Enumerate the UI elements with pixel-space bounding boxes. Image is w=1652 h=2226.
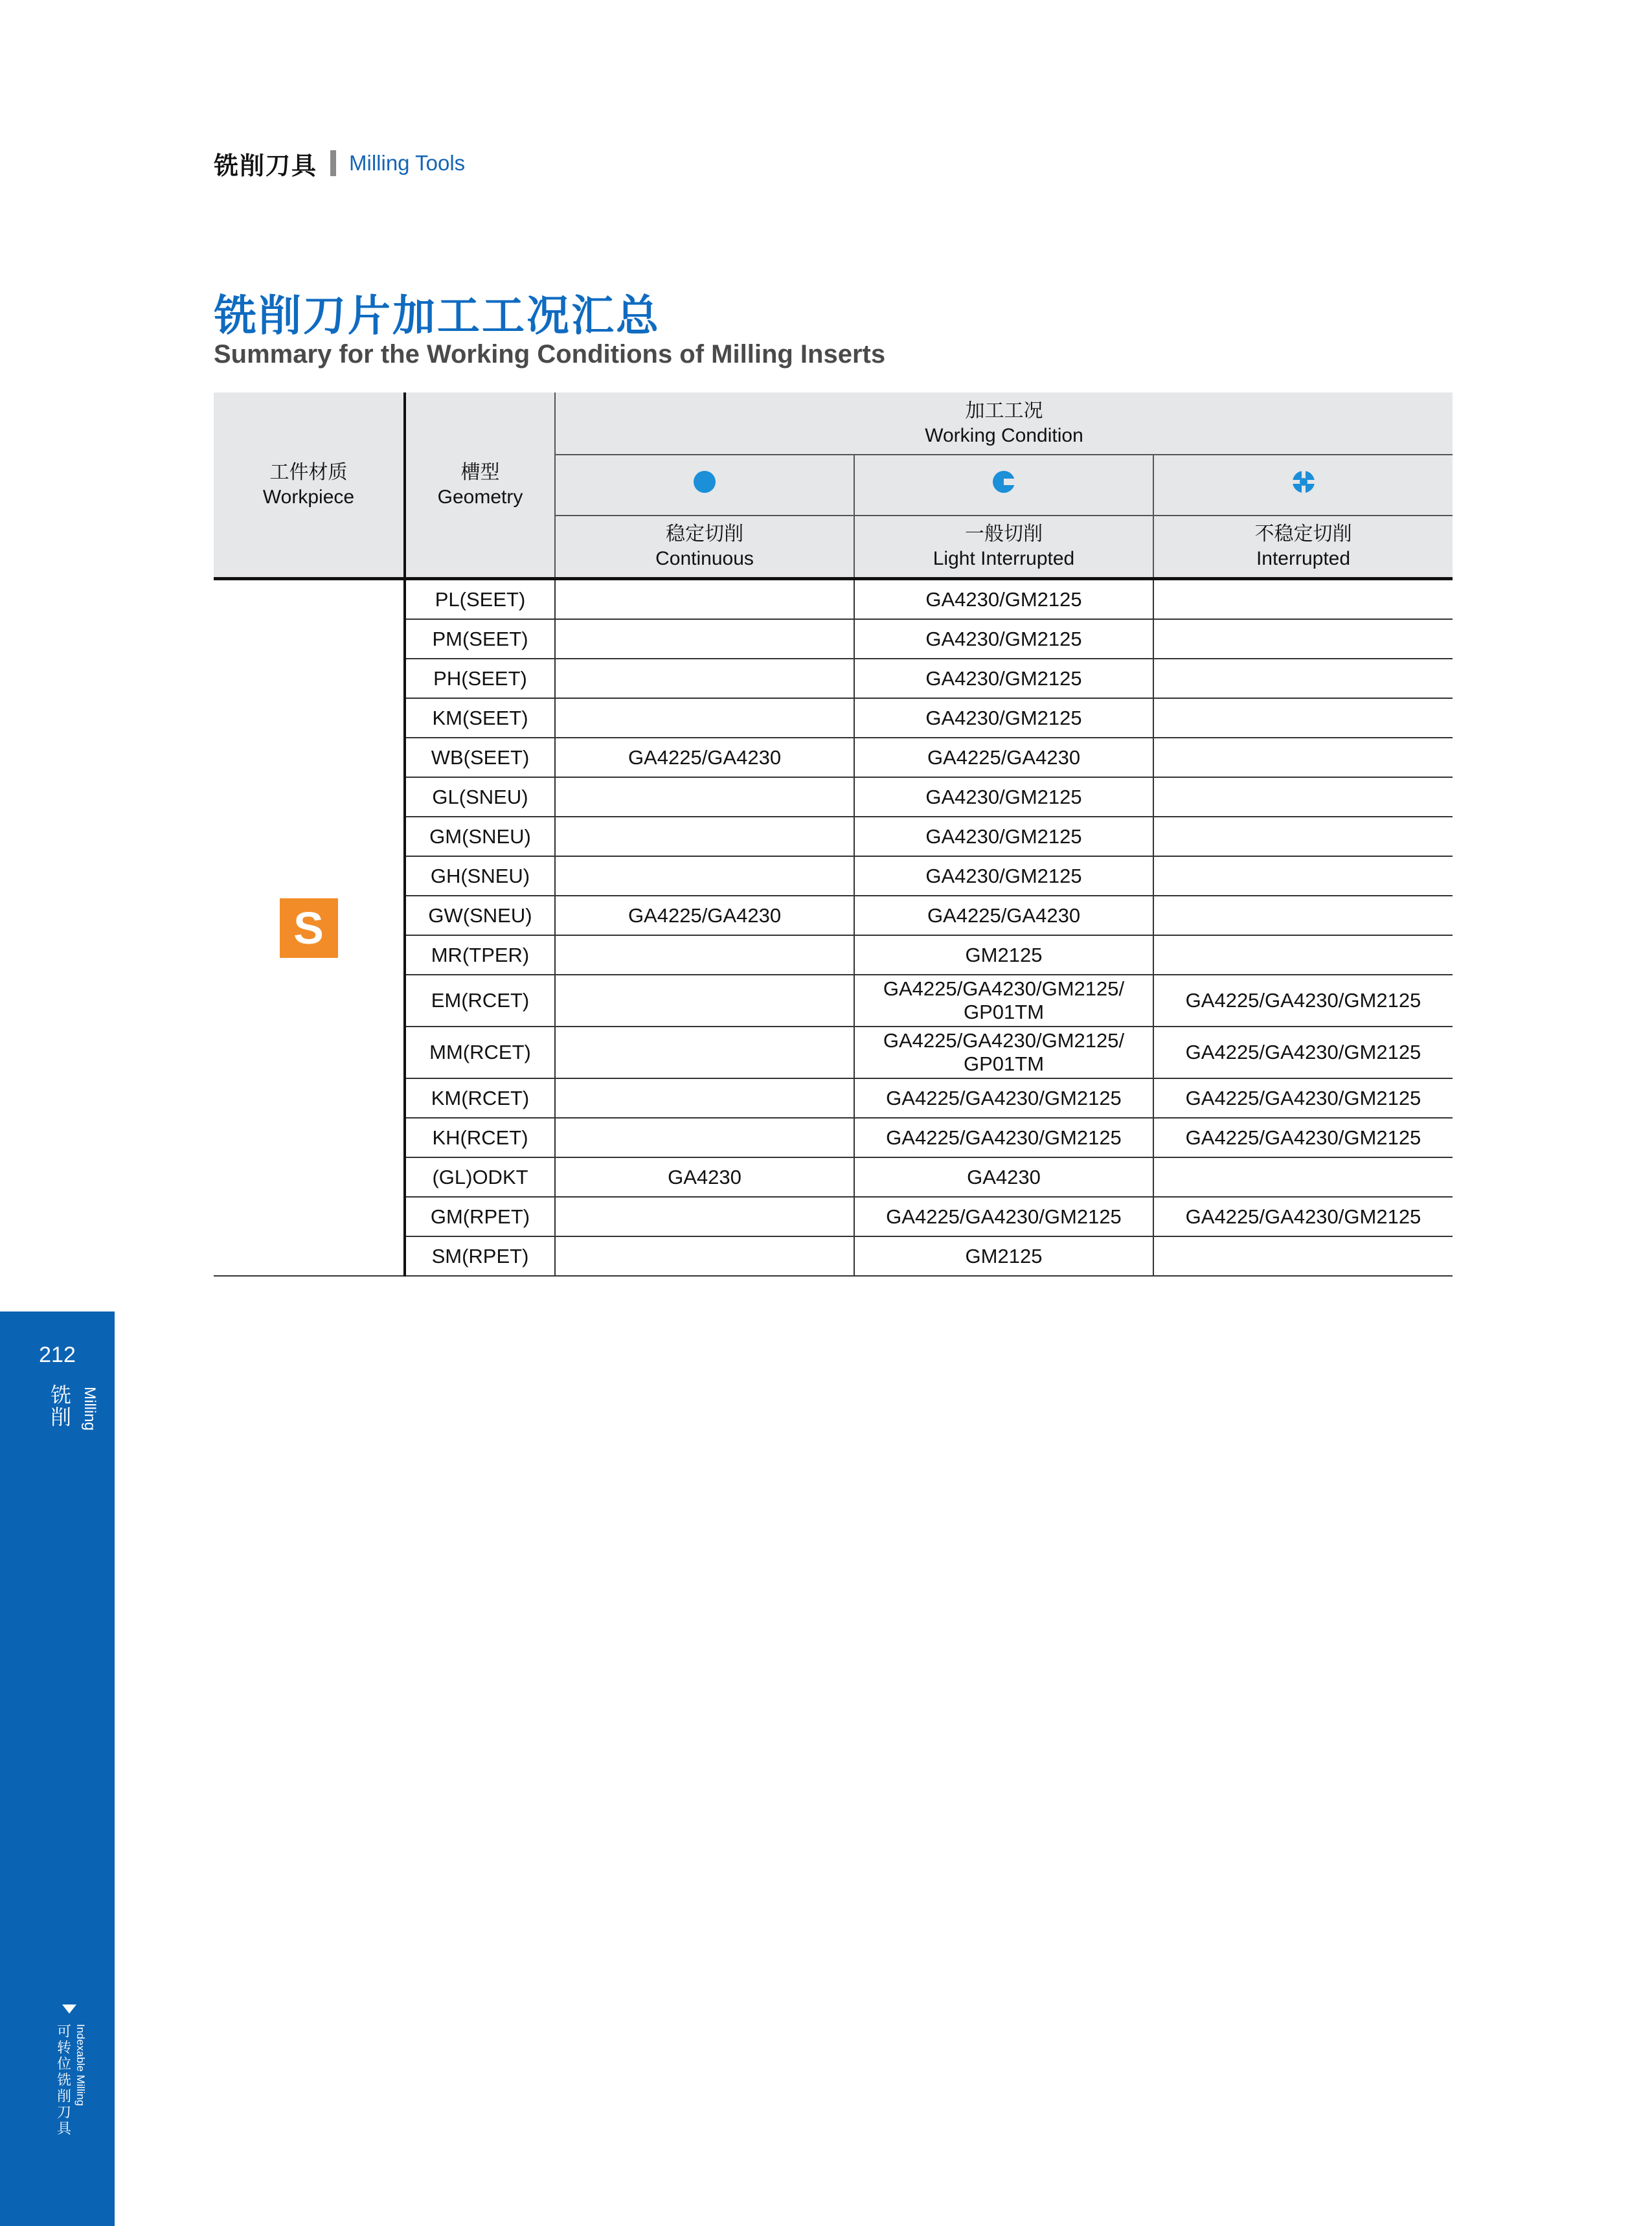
continuous-cell: [555, 975, 854, 1027]
table-row: [214, 579, 1453, 620]
light-interrupted-cell: [854, 975, 1153, 1027]
geometry-cell: GM(RPET): [405, 1197, 555, 1236]
chapter-label-en: Indexable Milling: [74, 2024, 87, 2106]
interrupted-cell: [1153, 1236, 1453, 1276]
light-interrupted-cell: GA4230/GM2125: [854, 619, 1153, 659]
notched-circle-icon: [991, 469, 1017, 495]
interrupted-cell: GA4225/GA4230/GM2125: [1153, 1027, 1453, 1078]
header-interrupted: [1153, 516, 1453, 579]
interrupted-cell: [1153, 817, 1453, 856]
interrupted-cell: [1153, 896, 1453, 935]
geometry-cell: PH(SEET): [405, 659, 555, 698]
header-light-interrupted: [854, 516, 1153, 579]
light-interrupted-cell: GA4230/GM2125: [854, 659, 1153, 698]
geometry-cell: EM(RCET): [405, 975, 555, 1027]
interrupted-cell: [1153, 698, 1453, 738]
light-interrupted-cell: GA4225/GA4230/GM2125: [854, 1118, 1153, 1157]
header-workpiece: [214, 392, 405, 579]
header-icon-cell-interrupted: [1153, 455, 1453, 516]
geometry-cell: GH(SNEU): [405, 856, 555, 896]
continuous-cell: GA4230: [555, 1157, 854, 1197]
interrupted-cell: [1153, 659, 1453, 698]
header-title-en: Milling Tools: [349, 151, 466, 175]
light-interrupted-cell: GA4225/GA4230: [854, 896, 1153, 935]
side-tab: [0, 1312, 115, 2226]
continuous-cell: [555, 777, 854, 817]
header-working-condition: [555, 392, 1453, 455]
page-header: [214, 144, 465, 183]
continuous-cell: [555, 1197, 854, 1236]
header-workpiece-cn: 工件材质: [269, 460, 348, 484]
geometry-cell: KH(RCET): [405, 1118, 555, 1157]
geometry-cell: GW(SNEU): [405, 896, 555, 935]
light-interrupted-cell: GM2125: [854, 1236, 1153, 1276]
header-continuous-en: Continuous: [655, 548, 754, 569]
geometry-cell: PM(SEET): [405, 619, 555, 659]
header-geometry-en: Geometry: [437, 486, 523, 508]
geometry-cell: MM(RCET): [405, 1027, 555, 1078]
continuous-cell: [555, 1236, 854, 1276]
interrupted-cell: GA4225/GA4230/GM2125: [1153, 1118, 1453, 1157]
continuous-cell: [555, 817, 854, 856]
geometry-cell: (GL)ODKT: [405, 1157, 555, 1197]
interrupted-cell: [1153, 619, 1453, 659]
light-interrupted-cell: GM2125: [854, 935, 1153, 975]
light-interrupted-cell: GA4230: [854, 1157, 1153, 1197]
header-title-cn: 铣削刀具: [214, 151, 318, 180]
continuous-cell: [555, 698, 854, 738]
geometry-cell: SM(RPET): [405, 1236, 555, 1276]
continuous-cell: [555, 1078, 854, 1118]
full-circle-icon: [692, 469, 718, 495]
header-divider: [330, 150, 336, 176]
header-condition-en: Working Condition: [925, 424, 1083, 446]
header-interrupted-cn: 不稳定切削: [1254, 523, 1352, 545]
interrupted-cell: [1153, 738, 1453, 777]
geometry-cell: WB(SEET): [405, 738, 555, 777]
continuous-cell: [555, 579, 854, 620]
workpiece-cell: [214, 579, 405, 1277]
page-title-en: Summary for the Working Conditions of Milling Inserts: [214, 340, 886, 369]
interrupted-cell: [1153, 856, 1453, 896]
page-number: 212: [39, 1343, 76, 1367]
interrupted-cell: [1153, 579, 1453, 620]
interrupted-cell: GA4225/GA4230/GM2125: [1153, 975, 1453, 1027]
header-continuous-cn: 稳定切削: [666, 523, 743, 545]
header-workpiece-en: Workpiece: [262, 486, 355, 508]
header-icon-cell-light: [854, 455, 1153, 516]
interrupted-cell: [1153, 1157, 1453, 1197]
header-light-en: Light Interrupted: [933, 548, 1075, 569]
geometry-cell: MR(TPER): [405, 935, 555, 975]
interrupted-cell: GA4225/GA4230/GM2125: [1153, 1078, 1453, 1118]
continuous-cell: [555, 1027, 854, 1078]
continuous-cell: [555, 856, 854, 896]
continuous-cell: GA4225/GA4230: [555, 896, 854, 935]
section-label-cn: 铣削: [50, 1383, 71, 1429]
light-interrupted-line: GA4225/GA4230/GM2125/: [883, 1029, 1125, 1052]
light-interrupted-cell: GA4230/GM2125: [854, 817, 1153, 856]
quartered-circle-icon: [1291, 469, 1317, 495]
continuous-cell: [555, 935, 854, 975]
light-interrupted-cell: GA4225/GA4230/GM2125: [854, 1078, 1153, 1118]
header-continuous: [555, 516, 854, 579]
geometry-cell: PL(SEET): [405, 579, 555, 620]
geometry-cell: GM(SNEU): [405, 817, 555, 856]
header-light-cn: 一般切削: [965, 523, 1043, 545]
material-s-badge: S: [280, 898, 338, 958]
light-interrupted-line: GP01TM: [963, 1001, 1045, 1023]
triangle-down-icon: [62, 2005, 76, 2014]
geometry-cell: KM(RCET): [405, 1078, 555, 1118]
interrupted-cell: [1153, 777, 1453, 817]
table-body: [214, 579, 1453, 1277]
continuous-cell: [555, 659, 854, 698]
continuous-cell: [555, 1118, 854, 1157]
light-interrupted-line: GA4225/GA4230/GM2125/: [883, 977, 1125, 1000]
header-icon-cell-continuous: [555, 455, 854, 516]
header-geometry: [405, 392, 555, 579]
geometry-cell: GL(SNEU): [405, 777, 555, 817]
page-title-cn: 铣削刀片加工工况汇总: [214, 291, 661, 341]
light-interrupted-cell: GA4230/GM2125: [854, 777, 1153, 817]
working-conditions-table: [214, 392, 1453, 1277]
interrupted-cell: [1153, 935, 1453, 975]
continuous-cell: [555, 619, 854, 659]
light-interrupted-line: GP01TM: [963, 1052, 1045, 1075]
header-condition-cn: 加工工况: [965, 399, 1043, 422]
header-geometry-cn: 槽型: [460, 460, 500, 484]
light-interrupted-cell: GA4225/GA4230/GM2125: [854, 1197, 1153, 1236]
light-interrupted-cell: [854, 1027, 1153, 1078]
header-interrupted-en: Interrupted: [1256, 548, 1351, 569]
section-label-en: Milling: [81, 1387, 98, 1431]
chapter-label-cn: 可转位铣削刀具: [56, 2024, 71, 2137]
interrupted-cell: GA4225/GA4230/GM2125: [1153, 1197, 1453, 1236]
geometry-cell: KM(SEET): [405, 698, 555, 738]
light-interrupted-cell: GA4230/GM2125: [854, 856, 1153, 896]
continuous-cell: GA4225/GA4230: [555, 738, 854, 777]
light-interrupted-cell: GA4230/GM2125: [854, 579, 1153, 620]
light-interrupted-cell: GA4230/GM2125: [854, 698, 1153, 738]
light-interrupted-cell: GA4225/GA4230: [854, 738, 1153, 777]
